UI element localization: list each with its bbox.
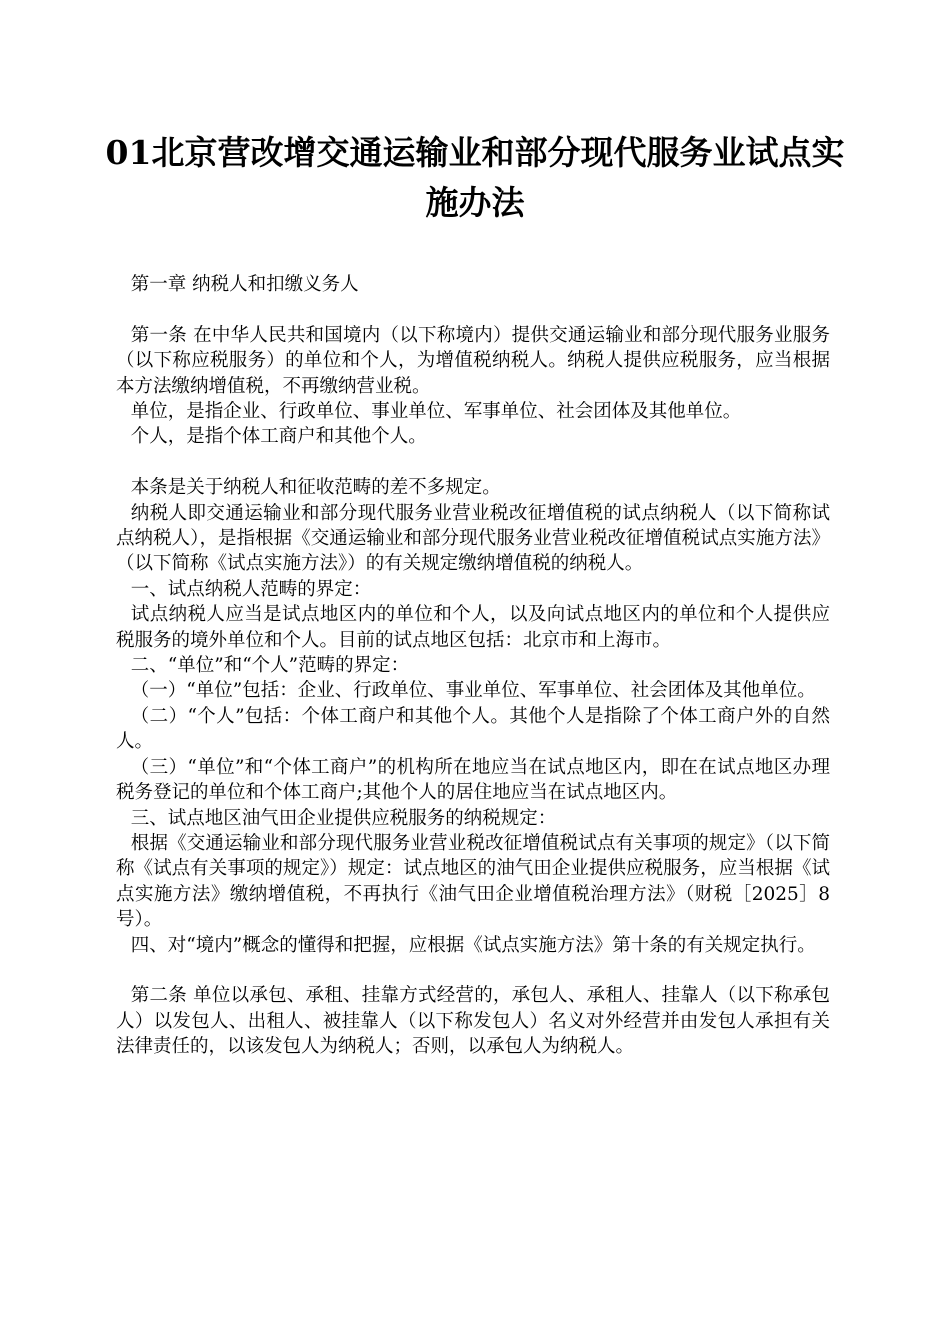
- section-2-heading: 二、“单位”和“个人”范畴的界定：: [130, 655, 410, 677]
- section-4-paragraph: 四、对“境内”概念的懂得和把握，应根据《试点实施方法》第十条的有关规定执行。: [130, 934, 816, 956]
- section-2-item-3: （三）“单位”和“个体工商户”的机构所在地应当在试点地区内，即在在试点地区办理税务登记的单位和个体工商户;其他个人的居住地应当在试点地区内。: [116, 756, 830, 804]
- blank-line: [116, 297, 830, 322]
- section-1-heading: 一、试点纳税人范畴的界定：: [130, 578, 372, 600]
- section-2-item-2: （二）“个人”包括：个体工商户和其他个人。其他个人是指除了个体工商户外的自然人。: [116, 705, 830, 753]
- section-3-paragraph: 根据《交通运输业和部分现代服务业营业税改征增值税试点有关事项的规定》（以下简称《试点有关事项的规定》）规定：试点地区的油气田企业提供应税服务，应当根据《试点实施方法》缴纳增值税，不再执行《油气田企业增值税治理方法》（财税［2025］8号）。: [116, 832, 830, 931]
- section-3-heading: 三、试点地区油气田企业提供应税服务的纳税规定：: [130, 807, 557, 829]
- document-title: 01北京营改增交通运输业和部分现代服务业试点实施办法: [105, 133, 845, 222]
- blank-line: [116, 958, 830, 983]
- article-1-paragraph: 第一条 在中华人民共和国境内（以下称境内）提供交通运输业和部分现代服务业服务（以下称应税服务）的单位和个人，为增值税纳税人。纳税人提供应税服务，应当根据本方法缴纳增值税，不再缴纳营业税。: [116, 324, 830, 397]
- interpretation-intro-paragraph: 本条是关于纳税人和征收范畴的差不多规定。: [130, 477, 501, 499]
- document-body: [116, 272, 830, 1060]
- section-2-item-1: （一）“单位”包括：企业、行政单位、事业单位、军事单位、社会团体及其他单位。: [130, 680, 816, 702]
- blank-line: [116, 450, 830, 475]
- section-1-paragraph: 试点纳税人应当是试点地区内的单位和个人，以及向试点地区内的单位和个人提供应税服务的境外单位和个人。目前的试点地区包括：北京市和上海市。: [116, 604, 830, 651]
- unit-definition-paragraph: 单位，是指企业、行政单位、事业单位、军事单位、社会团体及其他单位。: [130, 401, 742, 423]
- chapter-heading: 第一章 纳税人和扣缴义务人: [130, 274, 359, 295]
- article-2-paragraph: 第二条 单位以承包、承租、挂靠方式经营的，承包人、承租人、挂靠人（以下称承包人）以发包人、出租人、被挂靠人（以下称发包人）名义对外经营并由发包人承担有关法律责任的，以该发包人为纳税人；否则，以承包人为纳税人。: [116, 985, 830, 1058]
- taxpayer-definition-paragraph: 纳税人即交通运输业和部分现代服务业营业税改征增值税的试点纳税人（以下简称试点纳税人），是指根据《交通运输业和部分现代服务业营业税改征增值税试点实施方法》（以下简称《试点实施方法》）的有关规定缴纳增值税的纳税人。: [116, 502, 830, 575]
- individual-definition-paragraph: 个人，是指个体工商户和其他个人。: [130, 426, 427, 448]
